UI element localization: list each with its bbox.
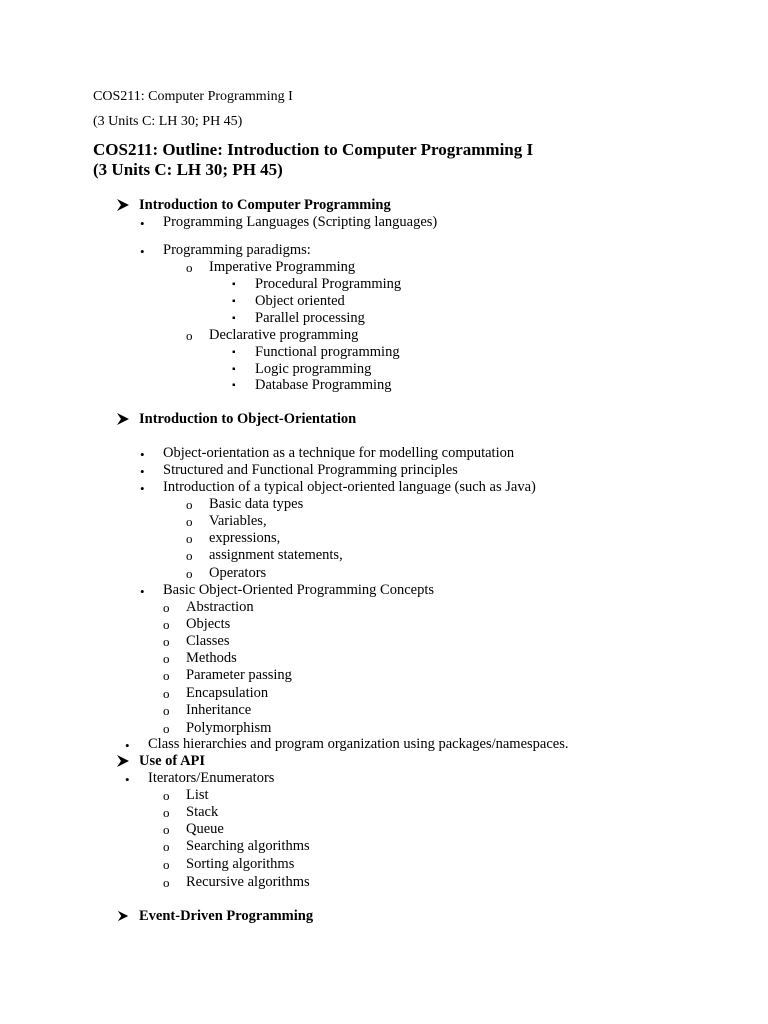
list-item: Object oriented bbox=[255, 293, 345, 309]
circle-bullet-icon: o bbox=[163, 703, 170, 718]
list-item: Sorting algorithms bbox=[186, 856, 295, 872]
list-item: Introduction of a typical object-oriented language (such as Java) bbox=[163, 479, 536, 495]
list-item: Basic Object-Oriented Programming Concepts bbox=[163, 582, 435, 598]
list-item: Stack bbox=[186, 804, 219, 820]
list-item: Iterators/Enumerators bbox=[148, 770, 275, 786]
circle-bullet-icon: o bbox=[163, 721, 170, 736]
square-bullet-icon: ▪ bbox=[232, 279, 236, 290]
circle-bullet-icon: o bbox=[163, 822, 170, 837]
list-item: Basic data types bbox=[209, 496, 304, 512]
square-bullet-icon: ▪ bbox=[232, 380, 236, 391]
list-item: Recursive algorithms bbox=[186, 874, 310, 890]
list-item: List bbox=[186, 787, 209, 803]
list-item: expressions, bbox=[209, 530, 281, 546]
list-item: Procedural Programming bbox=[255, 276, 402, 292]
section-heading-intro-programming: Introduction to Computer Programming bbox=[139, 197, 391, 213]
section-heading-use-of-api: Use of API bbox=[139, 753, 206, 769]
list-item: Programming Languages (Scripting languages) bbox=[163, 214, 438, 230]
list-item: Object-orientation as a technique for modelling computation bbox=[163, 445, 515, 461]
bullet-icon: • bbox=[140, 464, 145, 479]
list-item: Variables, bbox=[209, 513, 267, 529]
list-item: Parallel processing bbox=[255, 310, 365, 326]
circle-bullet-icon: o bbox=[186, 531, 193, 546]
list-item: Abstraction bbox=[186, 599, 254, 615]
section-heading-event-driven: Event-Driven Programming bbox=[139, 908, 314, 924]
section-heading-object-orientation: Introduction to Object-Orientation bbox=[139, 411, 357, 427]
circle-bullet-icon: o bbox=[163, 668, 170, 683]
circle-bullet-icon: o bbox=[163, 651, 170, 666]
list-item: assignment statements, bbox=[209, 547, 343, 563]
list-item: Operators bbox=[209, 565, 267, 581]
circle-bullet-icon: o bbox=[186, 497, 193, 512]
bullet-icon: • bbox=[140, 481, 145, 496]
arrowhead-bullet-icon bbox=[117, 910, 129, 922]
list-item: Logic programming bbox=[255, 361, 372, 377]
list-item: Methods bbox=[186, 650, 237, 666]
list-item: Database Programming bbox=[255, 377, 392, 393]
list-item: Inheritance bbox=[186, 702, 252, 718]
bullet-icon: • bbox=[125, 738, 130, 753]
list-item: Polymorphism bbox=[186, 720, 272, 736]
arrowhead-bullet-icon bbox=[116, 412, 130, 426]
square-bullet-icon: ▪ bbox=[232, 296, 236, 307]
arrowhead-bullet-icon bbox=[116, 754, 130, 768]
square-bullet-icon: ▪ bbox=[232, 313, 236, 324]
list-item: Declarative programming bbox=[209, 327, 359, 343]
circle-bullet-icon: o bbox=[186, 328, 193, 343]
list-item: Objects bbox=[186, 616, 231, 632]
bullet-icon: • bbox=[140, 584, 145, 599]
bullet-icon: • bbox=[140, 447, 145, 462]
circle-bullet-icon: o bbox=[186, 514, 193, 529]
circle-bullet-icon: o bbox=[163, 634, 170, 649]
document-subtitle: (3 Units C: LH 30; PH 45) bbox=[93, 160, 283, 179]
circle-bullet-icon: o bbox=[186, 566, 193, 581]
list-item: Structured and Functional Programming principles bbox=[163, 462, 458, 478]
arrowhead-bullet-icon bbox=[116, 198, 130, 212]
circle-bullet-icon: o bbox=[163, 805, 170, 820]
course-header-line: COS211: Computer Programming I bbox=[93, 89, 293, 104]
list-item: Functional programming bbox=[255, 344, 400, 360]
circle-bullet-icon: o bbox=[186, 260, 193, 275]
bullet-icon: • bbox=[140, 244, 145, 259]
circle-bullet-icon: o bbox=[163, 875, 170, 890]
bullet-icon: • bbox=[125, 772, 130, 787]
units-header-line: (3 Units C: LH 30; PH 45) bbox=[93, 114, 243, 129]
list-item: Programming paradigms: bbox=[163, 242, 311, 258]
list-item: Classes bbox=[186, 633, 230, 649]
list-item: Imperative Programming bbox=[209, 259, 356, 275]
circle-bullet-icon: o bbox=[163, 839, 170, 854]
square-bullet-icon: ▪ bbox=[232, 347, 236, 358]
list-item: Searching algorithms bbox=[186, 838, 310, 854]
circle-bullet-icon: o bbox=[163, 617, 170, 632]
list-item: Parameter passing bbox=[186, 667, 292, 683]
list-item: Class hierarchies and program organization using packages/namespaces. bbox=[148, 736, 569, 752]
circle-bullet-icon: o bbox=[163, 788, 170, 803]
document-title: COS211: Outline: Introduction to Computer Programming I bbox=[93, 140, 534, 159]
bullet-icon: • bbox=[140, 216, 145, 231]
circle-bullet-icon: o bbox=[163, 857, 170, 872]
circle-bullet-icon: o bbox=[163, 600, 170, 615]
square-bullet-icon: ▪ bbox=[232, 364, 236, 375]
circle-bullet-icon: o bbox=[186, 548, 193, 563]
list-item: Encapsulation bbox=[186, 685, 269, 701]
circle-bullet-icon: o bbox=[163, 686, 170, 701]
list-item: Queue bbox=[186, 821, 224, 837]
